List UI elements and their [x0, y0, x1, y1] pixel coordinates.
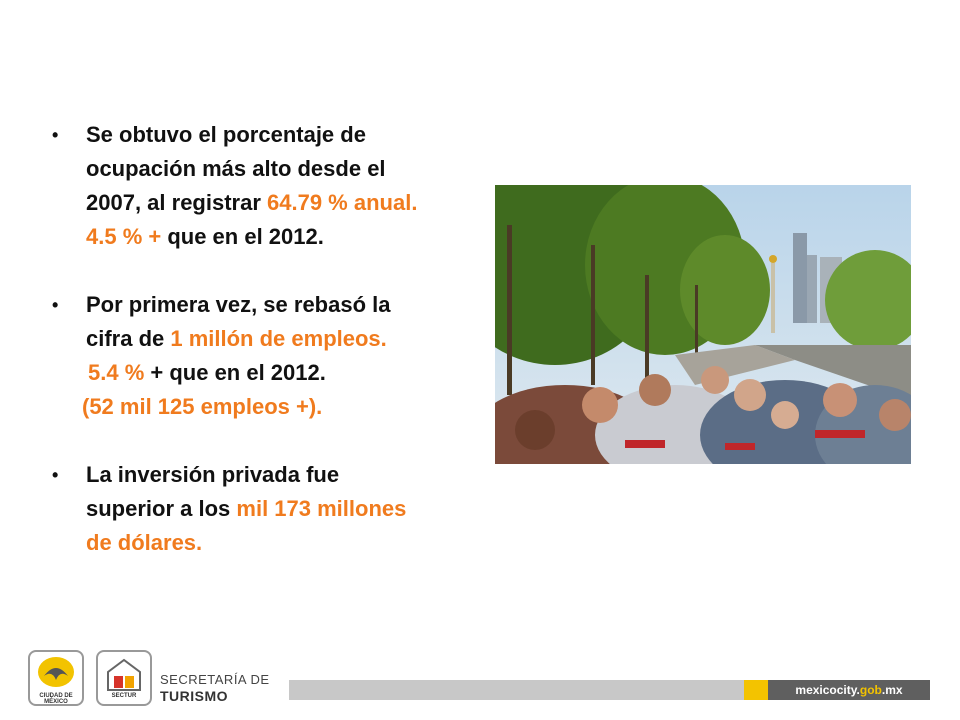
footer-bar-gray [289, 680, 744, 700]
site-url-part: .mx [881, 683, 903, 697]
site-url-link[interactable] [768, 680, 930, 700]
bullet-text-part: 2007, al registrar [86, 190, 268, 215]
bullet-text-part: superior a los [86, 496, 237, 521]
site-url-part: mexicocity. [795, 683, 860, 697]
bullet-text: Se obtuvo el porcentaje de [86, 122, 366, 147]
highlight-investment: mil 173 millones [236, 496, 407, 521]
secretaria-line1: SECRETARÍA DE [160, 672, 270, 687]
footer-bar-yellow [744, 680, 768, 700]
bullet-text [86, 186, 468, 220]
highlight-investment-unit: de dólares. [86, 530, 203, 555]
cdmx-logo [28, 650, 84, 706]
bullet-text [86, 220, 468, 254]
bullet-text-part: + que en el 2012. [144, 360, 326, 385]
sectur-caption: SECTUR [111, 693, 137, 699]
bullet-text [86, 356, 468, 390]
bullet-dot-icon: • [52, 465, 59, 485]
highlight-growth: 4.5 % + [86, 224, 162, 249]
tour-bus-photo [495, 185, 911, 464]
bullet-occupancy [48, 118, 468, 254]
secretaria-line2: TURISMO [160, 688, 229, 704]
highlight-jobs-count: (52 mil 125 empleos +). [82, 394, 323, 419]
bullet-list [48, 118, 468, 560]
bullet-employment [48, 288, 468, 424]
highlight-occupancy-rate: 64.79 % anual. [267, 190, 418, 215]
bullet-text-part: cifra de [86, 326, 171, 351]
secretaria-turismo [160, 672, 270, 704]
bullet-investment [48, 458, 468, 560]
bullet-text [86, 322, 468, 356]
cdmx-caption: CIUDAD DE MÉXICO [39, 693, 73, 705]
bullet-dot-icon: • [52, 295, 59, 315]
bullet-dot-icon: • [52, 125, 59, 145]
bullet-text: ocupación más alto desde el [86, 156, 386, 181]
bullet-text [86, 492, 468, 526]
site-url-part: gob [859, 683, 882, 697]
bullet-text-part: que en el 2012. [161, 224, 324, 249]
bullet-text: La inversión privada fue [86, 462, 340, 487]
bullet-text: Por primera vez, se rebasó la [86, 292, 391, 317]
highlight-jobs-growth: 5.4 % [88, 360, 145, 385]
highlight-jobs: 1 millón de empleos. [170, 326, 387, 351]
sectur-logo [96, 650, 152, 706]
